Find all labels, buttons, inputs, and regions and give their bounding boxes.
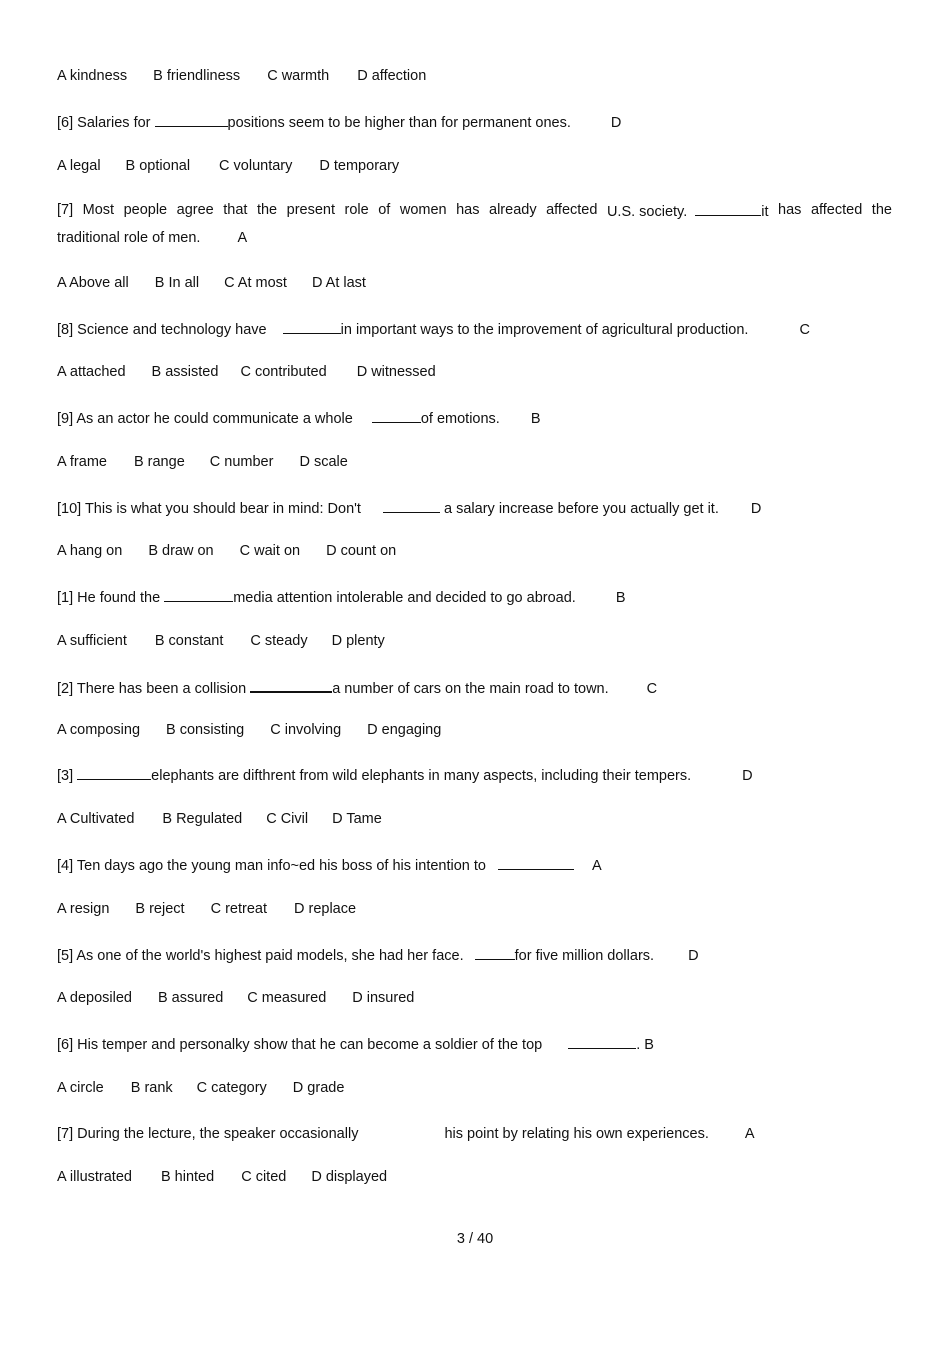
question	[57, 112, 892, 132]
options-row	[57, 274, 892, 292]
question-text: in important ways to the improvement of agricultural production.	[340, 322, 749, 338]
answer-blank	[362, 1124, 444, 1138]
option: D plenty	[331, 633, 385, 649]
option: D grade	[292, 1080, 345, 1096]
option: A composing	[57, 722, 141, 738]
question-word-group	[607, 201, 769, 221]
question-word: that	[223, 202, 248, 218]
option: C steady	[250, 633, 308, 649]
answer-blank	[77, 765, 151, 780]
option: C measured	[247, 990, 327, 1006]
question-word: agree	[176, 202, 214, 218]
option: B Regulated	[162, 811, 243, 827]
option: D count on	[326, 543, 397, 559]
question-text: elephants are difthrent from wild elephants in many aspects, including their tempers.	[151, 768, 692, 784]
option: A deposiled	[57, 990, 132, 1006]
option: B hinted	[160, 1169, 215, 1185]
options-row	[57, 453, 892, 471]
question-text: [4] Ten days ago the young man info~ed his boss of his intention to	[57, 858, 491, 874]
question-text: his point by relating his own experiences.	[444, 1126, 709, 1142]
question-word: women	[399, 202, 447, 218]
question-continued	[57, 229, 892, 247]
option: B optional	[125, 158, 191, 174]
options-row	[57, 542, 892, 560]
option: C cited	[241, 1169, 287, 1185]
answer-blank	[283, 319, 341, 334]
option: D affection	[357, 68, 427, 84]
question-text: [2] There has been a collision	[57, 681, 251, 697]
option: C At most	[224, 275, 287, 291]
option: C warmth	[267, 68, 330, 84]
answer-key: D	[750, 501, 762, 517]
option: C number	[209, 454, 274, 470]
options-row	[57, 67, 892, 85]
options-row	[57, 989, 892, 1007]
answer-blank	[498, 855, 574, 870]
options-row	[57, 1079, 892, 1097]
question	[57, 765, 892, 785]
question-text: [8] Science and technology have	[57, 322, 271, 338]
answer-key: B	[644, 1037, 654, 1053]
question-word: affected	[546, 202, 598, 218]
options-row	[57, 363, 892, 381]
option: B draw on	[148, 543, 214, 559]
question-text: [1] He found the	[57, 590, 165, 606]
question-word: has	[456, 202, 480, 218]
answer-key: A	[744, 1126, 755, 1142]
question-word: U.S. society.	[606, 204, 688, 220]
option: A resign	[57, 901, 110, 917]
answer-key: D	[742, 768, 753, 784]
option: A circle	[57, 1080, 104, 1096]
option: C Civil	[266, 811, 309, 827]
question	[57, 201, 892, 221]
answer-blank	[475, 945, 515, 960]
question-text: [10] This is what you should bear in mind: Don't	[57, 501, 365, 517]
question-text: [7] During the lecture, the speaker occasionally	[57, 1126, 363, 1142]
option: D scale	[299, 454, 348, 470]
answer-blank	[568, 1034, 636, 1049]
question-text: .	[636, 1037, 641, 1053]
option: D Tame	[332, 811, 382, 827]
option: C category	[196, 1080, 267, 1096]
answer-blank	[250, 677, 332, 693]
question	[57, 587, 892, 607]
question-text: positions seem to be higher than for permanent ones.	[227, 115, 571, 131]
options-row	[57, 900, 892, 918]
option: D temporary	[319, 158, 400, 174]
answer-blank	[383, 498, 440, 513]
option: B constant	[154, 633, 224, 649]
option: B assisted	[151, 364, 219, 380]
question	[57, 1124, 892, 1143]
question-word: affected	[810, 202, 863, 218]
answer-key: D	[688, 948, 699, 964]
answer-blank	[695, 201, 761, 216]
question	[57, 1034, 892, 1054]
options-row	[57, 157, 892, 175]
question-word: the	[256, 202, 278, 218]
answer-key: A	[592, 858, 602, 874]
question-word: the	[871, 202, 892, 218]
option: B range	[133, 454, 185, 470]
question-word: role	[344, 202, 369, 218]
option: C retreat	[210, 901, 267, 917]
answer-key: C	[646, 681, 658, 697]
option: D insured	[352, 990, 415, 1006]
option: A sufficient	[57, 633, 127, 649]
option: B assured	[157, 990, 224, 1006]
option: B In all	[154, 275, 200, 291]
option: B rank	[130, 1080, 173, 1096]
question-word: present	[286, 202, 336, 218]
option: A Above all	[57, 275, 129, 291]
question-text: a number of cars on the main road to town.	[332, 681, 609, 697]
question-text: [5] As one of the world's highest paid models, she had her face.	[57, 948, 468, 964]
question	[57, 319, 892, 339]
question-word: already	[489, 202, 537, 218]
option: A attached	[57, 364, 126, 380]
option: A frame	[57, 454, 107, 470]
answer-key: B	[615, 590, 626, 606]
question	[57, 945, 892, 965]
option: A kindness	[57, 68, 128, 84]
question-word: it	[761, 204, 769, 220]
question-word: has	[778, 202, 802, 218]
option: A Cultivated	[57, 811, 135, 827]
question	[57, 855, 892, 875]
answer-blank	[155, 112, 228, 127]
option: B reject	[135, 901, 185, 917]
question-text: [9] As an actor he could communicate a whole	[57, 411, 357, 427]
options-row	[57, 721, 892, 739]
option: A legal	[57, 158, 101, 174]
question-text: media attention intolerable and decided to go abroad.	[233, 590, 576, 606]
options-row	[57, 632, 892, 650]
options-row	[57, 810, 892, 828]
question-text: for five million dollars.	[514, 948, 655, 964]
option: C voluntary	[219, 158, 293, 174]
option: B consisting	[166, 722, 245, 738]
option: D replace	[294, 901, 357, 917]
answer-blank	[372, 408, 421, 423]
option: B friendliness	[153, 68, 241, 84]
question-text: of emotions.	[420, 411, 500, 427]
question-word: people	[123, 202, 168, 218]
option: C contributed	[240, 364, 327, 380]
question-word: Most	[82, 202, 115, 218]
question-text: traditional role of men.	[57, 230, 201, 246]
question	[57, 408, 892, 428]
option: C wait on	[239, 543, 301, 559]
page-number: 3 / 40	[456, 1231, 494, 1247]
answer-key: C	[799, 322, 810, 338]
question-word: of	[378, 202, 391, 218]
option: C involving	[270, 722, 342, 738]
options-row	[57, 1168, 892, 1186]
option: A hang on	[57, 543, 123, 559]
option: D engaging	[367, 722, 442, 738]
answer-key: D	[610, 115, 622, 131]
question-word: [7]	[57, 202, 74, 218]
answer-blank	[164, 587, 233, 602]
question	[57, 677, 892, 698]
question	[57, 498, 892, 518]
option: D witnessed	[356, 364, 436, 380]
question-text: [6] Salaries for	[57, 115, 155, 131]
option: A illustrated	[57, 1169, 132, 1185]
option: D At last	[311, 275, 366, 291]
question-text: [6] His temper and personalky show that he can become a soldier of the top	[57, 1037, 547, 1053]
question-text: [3]	[57, 768, 78, 784]
question-text: a salary increase before you actually get it.	[439, 501, 719, 517]
answer-key: B	[530, 411, 541, 427]
option: D displayed	[311, 1169, 388, 1185]
answer-key: A	[237, 230, 248, 246]
